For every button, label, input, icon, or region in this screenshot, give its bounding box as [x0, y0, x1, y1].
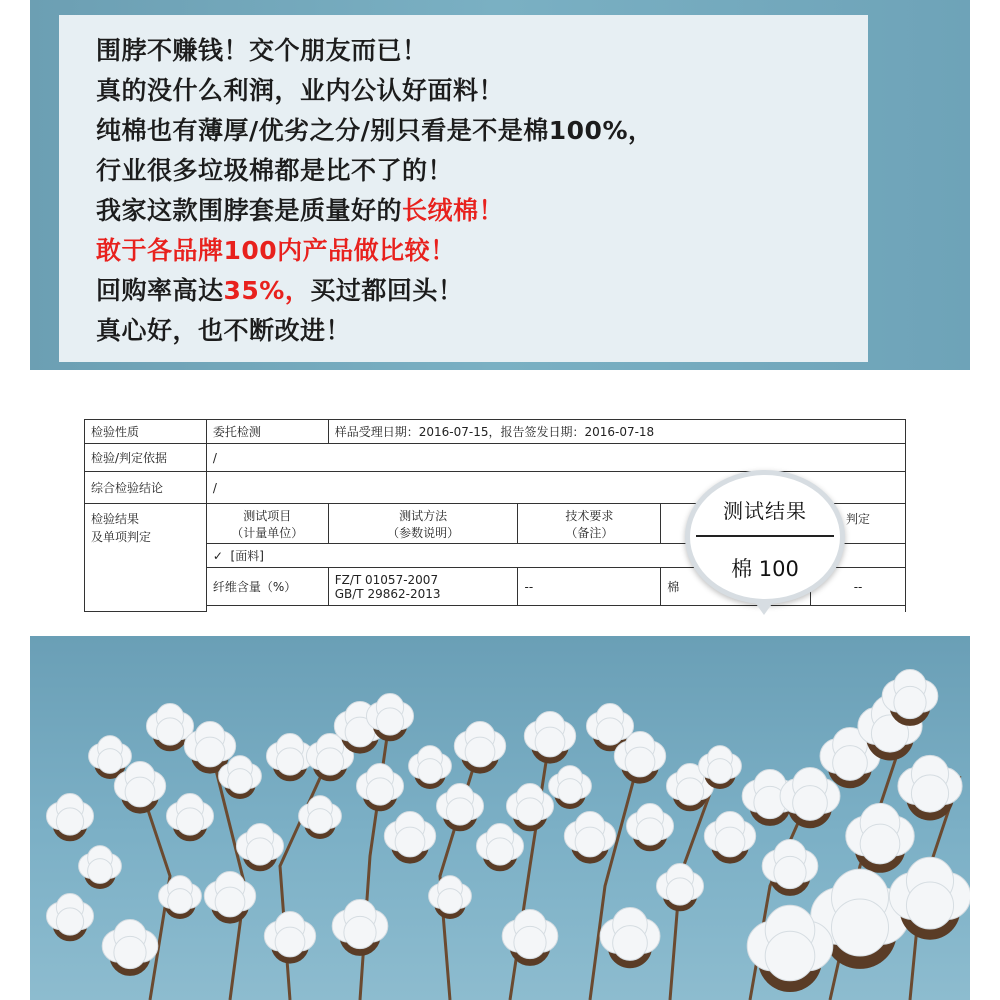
- promo-highlight-rate: 35%，: [223, 276, 311, 305]
- item-method: [328, 568, 518, 606]
- cotton-fluff: [395, 827, 425, 857]
- label-results: [85, 504, 207, 612]
- cotton-fluff: [486, 838, 513, 865]
- cotton-fluff: [894, 686, 926, 718]
- header-test-method: [328, 504, 518, 544]
- cotton-fluff: [625, 747, 655, 777]
- cotton-bolls: [46, 669, 970, 992]
- cotton-fluff: [176, 808, 203, 835]
- cotton-fluff: [833, 746, 868, 781]
- cotton-boll: [46, 894, 93, 942]
- item-method-2: GB/T 29862-2013: [334, 586, 441, 601]
- cotton-boll: [332, 899, 388, 955]
- promo-line-2: 真的没什么利润，业内公认好面料！: [96, 76, 505, 105]
- cotton-fluff: [446, 798, 473, 825]
- cotton-boll: [656, 864, 703, 912]
- header-test-item: [206, 504, 328, 544]
- check-icon: ✓: [212, 549, 223, 563]
- cotton-fluff: [860, 824, 900, 864]
- promo-line-4: 行业很多垃圾棉都是比不了的！: [96, 156, 454, 185]
- cotton-fluff: [114, 936, 146, 968]
- label-inspection-type: 检验性质: [85, 420, 207, 444]
- cotton-fluff: [596, 718, 623, 745]
- header-judgement: 判定: [811, 504, 906, 544]
- item-method-1: FZ/T 01057-2007: [334, 572, 439, 587]
- magnifier-divider: [696, 535, 834, 537]
- cotton-fluff: [715, 827, 745, 857]
- cotton-boll: [626, 804, 673, 852]
- cotton-boll: [46, 794, 93, 842]
- value-conclusion: /: [206, 472, 905, 504]
- header-requirement-line1: 技术要求: [565, 508, 614, 523]
- cotton-boll: [166, 794, 213, 842]
- cotton-fluff: [125, 777, 155, 807]
- cotton-boll: [436, 784, 483, 832]
- magnifier-value: 棉 100: [731, 557, 799, 581]
- promo-line-7: [96, 273, 463, 309]
- cotton-boll: [102, 919, 158, 975]
- cotton-fluff: [376, 708, 403, 735]
- header-requirement-line2: （备注）: [565, 525, 614, 540]
- table-row: [85, 606, 906, 612]
- cotton-fluff: [276, 748, 303, 775]
- promo-line-7-tail: 买过都回头！: [310, 276, 464, 305]
- promo-line-5: [96, 193, 504, 229]
- cotton-fluff: [708, 759, 733, 784]
- table-tail: [206, 606, 905, 612]
- promo-line-5-text: 我家这款围脖套是质量好的: [96, 196, 403, 225]
- cotton-fluff: [676, 778, 703, 805]
- cotton-fluff: [465, 737, 495, 767]
- cotton-fluff: [98, 749, 123, 774]
- cotton-boll: [502, 909, 558, 965]
- cotton-fluff: [246, 838, 273, 865]
- cotton-fluff: [793, 786, 828, 821]
- cotton-fluff: [316, 748, 343, 775]
- cotton-fluff: [344, 916, 376, 948]
- promo-line-1: 围脖不赚钱！交个朋友而已！: [96, 36, 428, 65]
- cotton-fluff: [366, 778, 393, 805]
- cotton-boll: [564, 812, 615, 864]
- cotton-boll: [236, 824, 283, 872]
- cotton-fluff: [906, 882, 953, 929]
- table-row: [85, 420, 906, 444]
- cotton-illustration: [30, 636, 970, 1000]
- value-dates: 样品受理日期：2016-07-15，报告签发日期：2016-07-18: [328, 420, 905, 444]
- cotton-boll: [429, 876, 472, 919]
- cotton-boll: [409, 746, 452, 789]
- cotton-fluff: [911, 775, 948, 812]
- cotton-fluff: [613, 926, 648, 961]
- label-conclusion: 综合检验结论: [85, 472, 207, 504]
- cotton-fluff: [636, 818, 663, 845]
- magnifier-heading: 测试结果: [723, 499, 807, 523]
- header-test-method-line1: 测试方法: [399, 508, 448, 523]
- cotton-fluff: [765, 931, 815, 981]
- cotton-fluff: [558, 779, 583, 804]
- value-basis: /: [206, 444, 905, 472]
- promo-line-8: 真心好，也不断改进！: [96, 316, 352, 345]
- cotton-fluff: [575, 827, 605, 857]
- header-test-method-line2: （参数说明）: [387, 525, 460, 540]
- cotton-fluff: [168, 889, 193, 914]
- cotton-boll: [476, 824, 523, 872]
- cotton-fluff: [438, 889, 463, 914]
- cotton-boll: [204, 872, 255, 924]
- cotton-fluff: [275, 927, 305, 957]
- cotton-fluff: [56, 908, 83, 935]
- header-requirement: [518, 504, 661, 544]
- header-test-item-line2: （计量单位）: [231, 525, 304, 540]
- cotton-fluff: [195, 737, 225, 767]
- promo-line-7-text: 回购率高达: [96, 276, 224, 305]
- cotton-boll: [506, 784, 553, 832]
- cotton-fluff: [418, 759, 443, 784]
- item-fiber-content: 纤维含量（%）: [206, 568, 328, 606]
- cotton-boll: [264, 912, 315, 964]
- cotton-boll: [356, 764, 403, 812]
- magnifier-pointer: [754, 601, 774, 615]
- label-results-line2: 及单项判定: [91, 530, 152, 544]
- cotton-boll: [524, 712, 575, 764]
- item-requirement: --: [518, 568, 661, 606]
- label-basis: 检验/判定依据: [85, 444, 207, 472]
- promo-highlight-long-staple: 长绒棉！: [402, 196, 505, 225]
- cotton-boll: [704, 812, 755, 864]
- cotton-boll: [79, 846, 122, 889]
- value-inspection-type: 委托检测: [206, 420, 328, 444]
- cotton-boll: [549, 766, 592, 809]
- table-row: [85, 444, 906, 472]
- cotton-boll: [299, 796, 342, 839]
- cotton-fluff: [88, 859, 113, 884]
- cotton-fluff: [56, 808, 83, 835]
- cotton-fluff: [514, 926, 546, 958]
- promo-line-6: 敢于各品牌100内产品做比较！: [96, 236, 456, 265]
- cotton-fluff: [774, 856, 806, 888]
- cotton-boll: [846, 803, 914, 872]
- cotton-boll: [600, 907, 660, 968]
- cotton-fluff: [156, 718, 183, 745]
- cotton-boll: [454, 722, 505, 774]
- cotton-photo: [30, 636, 970, 1000]
- cotton-fluff: [215, 887, 245, 917]
- cotton-fluff: [308, 809, 333, 834]
- promo-line-3: 纯棉也有薄厚/优劣之分/别只看是不是棉100%，: [96, 116, 654, 145]
- cotton-fluff: [516, 798, 543, 825]
- cotton-boll: [898, 755, 962, 820]
- cotton-fluff: [535, 727, 565, 757]
- cotton-boll: [384, 812, 435, 864]
- cotton-fluff: [666, 878, 693, 905]
- section-fabric-label: [面料]: [230, 549, 264, 563]
- magnifier-callout: [685, 470, 845, 604]
- header-test-item-line1: 测试项目: [243, 508, 292, 523]
- cotton-fluff: [831, 899, 888, 956]
- item-result: 棉: [661, 568, 811, 606]
- cotton-fluff: [228, 769, 253, 794]
- label-results-line1: 检验结果: [91, 512, 140, 526]
- item-judgement: --: [811, 568, 906, 606]
